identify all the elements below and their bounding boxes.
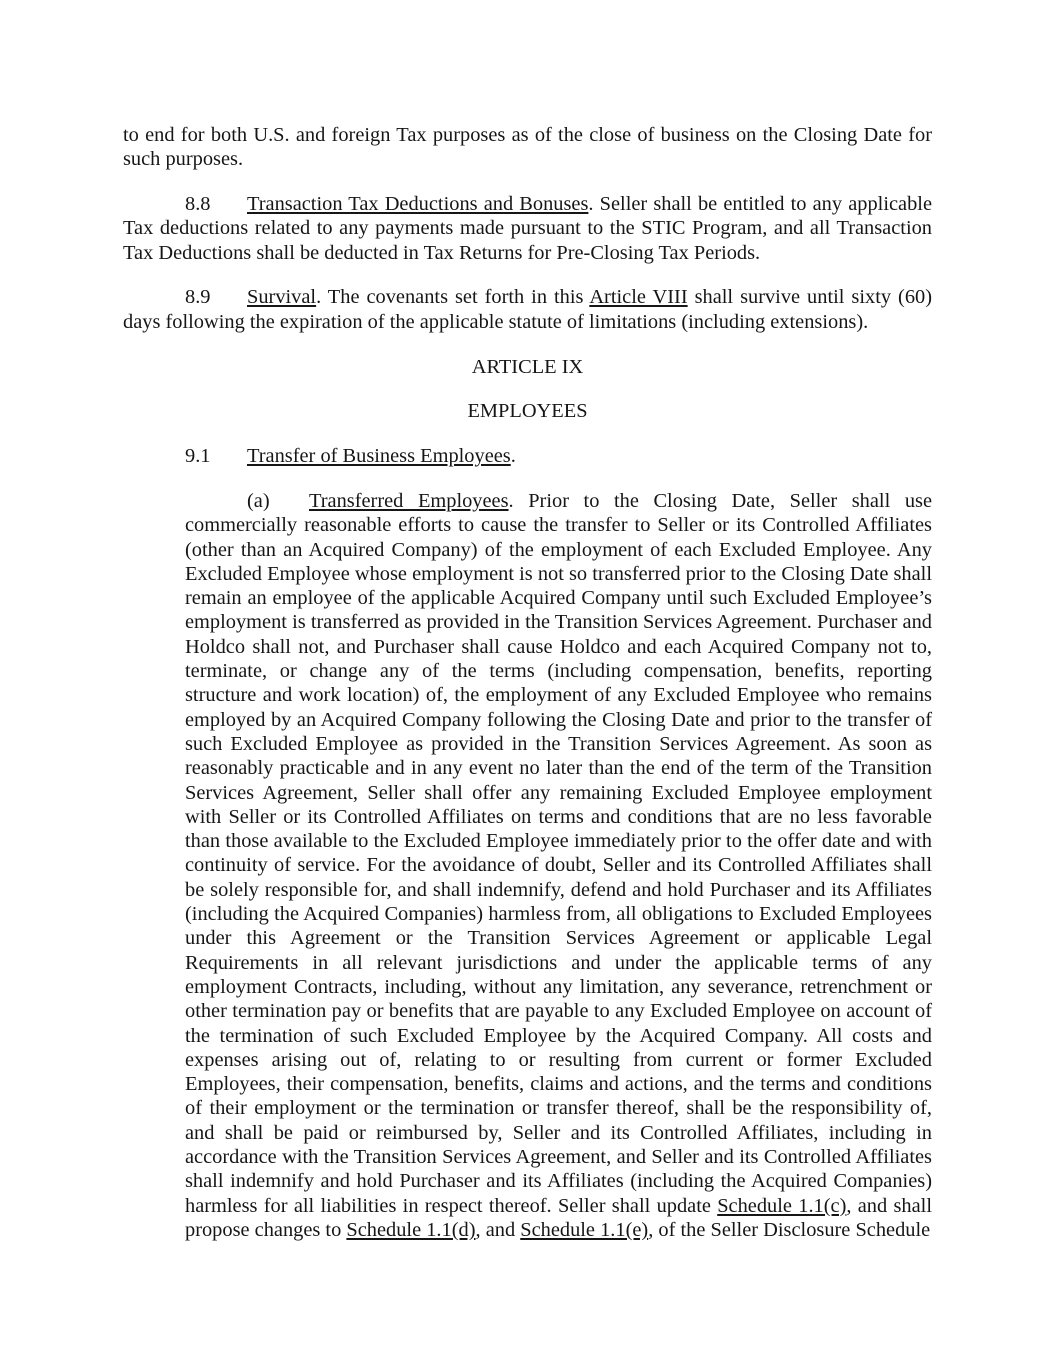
article-heading: EMPLOYEES (467, 400, 588, 423)
text-run: . Prior to the Closing Date, Seller shall use commercially reasonable efforts to cause the transfer to Seller or its Controlled Affiliates (other than an Acquired Company) of the employment of each Excluded Employee. Any Excluded Employee whose employment is not so transferred prior to the Closing Date shall remain an employee of the applicable Acquired Company until such Excluded Employee’s employment is transferred as provided in the Transition Services Agreement. Purchaser and Holdco shall not, and Purchaser shall cause Holdco and each Acquired Company not to, terminate, or change any of the terms (including compensation, benefits, reporting structure and work location) of, the employment of any Excluded Employee who remains employed by an Acquired Company following the Closing Date and prior to the transfer of such Excluded Employee as provided in the Transition Services Agreement. As soon as reasonably practicable and in any event no later than the end of the term of the Transition Services Agreement, Seller shall offer any remaining Excluded Employee employment with Seller or its Controlled Affiliates on terms and conditions that are no less favorable than those available to the Excluded Employee immediately prior to the offer date and with continuity of service. For the avoidance of doubt, Seller and its Controlled Affiliates shall be solely responsible for, and shall indemnify, defend and hold Purchaser and its Affiliates (including the Acquired Companies) harmless from, all obligations to Excluded Employees under this Agreement or the Transition Services Agreement or applicable Legal Requirements in all relevant jurisdictions and under the applicable terms of any employment Contracts, including, without any limitation, any severance, retrenchment or other termination pay or benefits that are payable to any Excluded Employee on account of the termination of such Excluded Employee by the Acquired Company. All costs and expenses arising out of, relating to or resulting from current or former Excluded Employees, their compensation, benefits, claims and actions, and the terms and conditions of their employment or the termination or transfer thereof, shall be the responsibility of, and shall be paid or reimbursed by, Seller and its Controlled Affiliates, including in accordance with the Transition Services Agreement, and Seller and its Controlled Affiliates shall indemnify and hold Purchaser and its Affiliates (including the Acquired Companies) harmless for all liabilities in respect thereof. Seller shall update (185, 489, 932, 1217)
paragraph-section (123, 285, 932, 334)
text-run: , and shall propose changes to (185, 1194, 932, 1241)
section-number: 8.8 (185, 193, 211, 216)
paragraph-section (123, 192, 932, 265)
article-heading: ARTICLE IX (471, 355, 584, 378)
document-content (123, 123, 932, 1263)
text-run: , of the Seller Disclosure Schedule (648, 1218, 931, 1241)
section-number: (a) (247, 489, 270, 512)
text-run: , and (475, 1218, 521, 1241)
text-run: . The covenants set forth in this (316, 286, 590, 309)
underlined-reference: Article VIII (589, 286, 688, 309)
underlined-reference: Schedule 1.1(d) (346, 1218, 476, 1241)
underlined-reference: Transaction Tax Deductions and Bonuses (247, 193, 589, 216)
paragraph-section (123, 444, 932, 468)
text-run: . Seller shall be entitled to any applicable Tax deductions related to any payments made pursuant to the STIC Program, and all Transaction Tax Deductions shall be deducted in Tax Returns for Pre-Closing Tax Periods. (123, 193, 932, 264)
underlined-reference: Transferred Employees (309, 489, 509, 512)
text-run: . (510, 445, 516, 468)
section-number: 9.1 (185, 445, 211, 468)
underlined-reference: Schedule 1.1(e) (520, 1218, 649, 1241)
text-run: to end for both U.S. and foreign Tax purposes as of the close of business on the Closing Date for such purposes. (123, 124, 932, 171)
underlined-reference: Transfer of Business Employees (247, 445, 511, 468)
paragraph-continuation (123, 123, 932, 172)
text-run: shall survive until sixty (60) days following the expiration of the applicable statute of limitations (including extensions). (123, 286, 932, 333)
underlined-reference: Survival (247, 286, 317, 309)
paragraph-subsection (185, 489, 932, 1242)
underlined-reference: Schedule 1.1(c) (717, 1194, 847, 1217)
section-number: 8.9 (185, 286, 211, 309)
